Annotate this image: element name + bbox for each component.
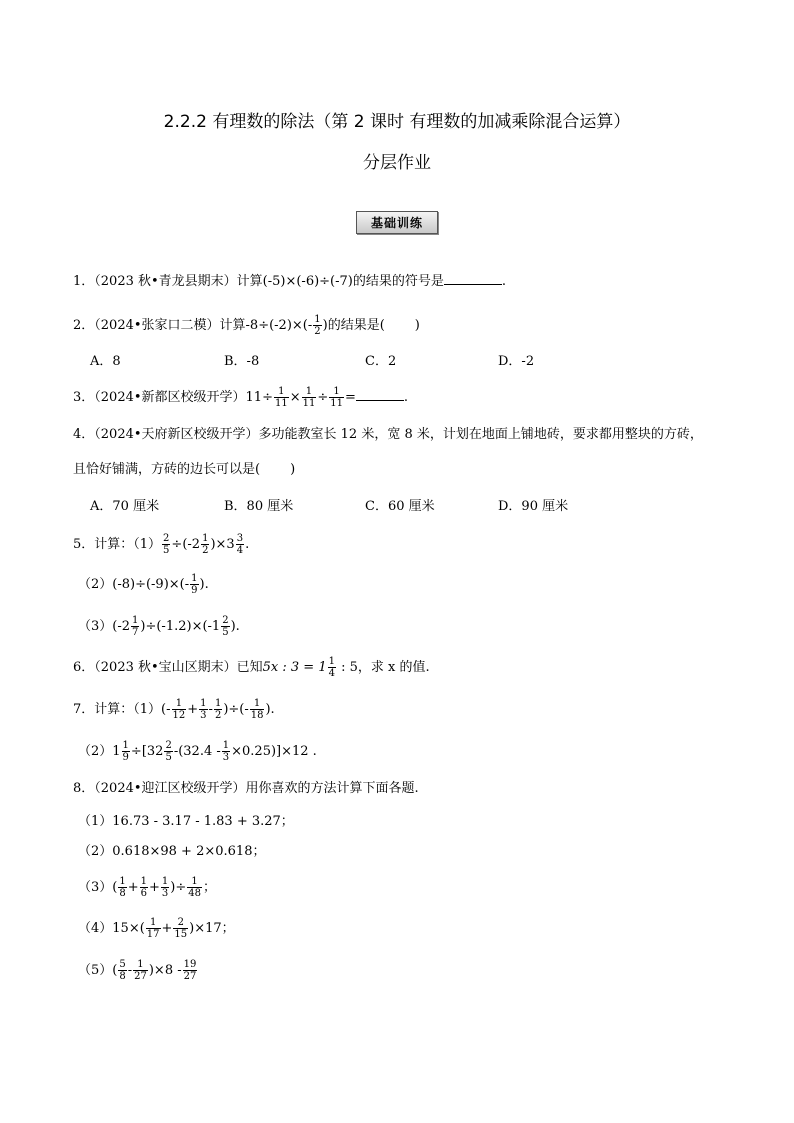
fraction: $\frac{1}{3}$ [161,876,169,899]
fraction: $\frac{1}{18}$ [250,698,264,721]
fraction: $\frac{1}{9}$ [191,573,198,596]
question-5-part-1: 5．计算：（1） $\frac{2}{5}$ ÷(-2 $\frac{1}{2}$ )×3 $\frac{3}{4}$ . [73,533,250,556]
page-title: 2.2.2 有理数的除法（第 2 课时 有理数的加减乘除混合运算） [163,112,631,132]
fraction: $\frac{1}{7}$ [132,615,139,638]
question-8-intro: 8．（2024•迎江区校级开学）用你喜欢的方法计算下面各题. [73,781,419,796]
section-badge: 基础训练 [356,211,438,234]
option-d[interactable]: D．-2 [498,354,535,369]
fraction: $\frac{1}{4}$ [328,656,335,679]
fraction: $\frac{3}{4}$ [236,533,244,556]
option-b[interactable]: B．-8 [224,354,260,369]
question-6: 6．（2023 秋•宝山区期末）已知5x : 3 = 1 $\frac{1}{4}$ : 5，求 x 的值. [73,656,430,679]
fraction: $\frac{1}{2}$ [202,533,209,556]
fraction: $\frac{1}{11}$ [302,386,316,409]
answer-blank[interactable] [444,272,502,285]
question-8-part-2: （2）0.618×98 + 2×0.618； [78,844,266,859]
fraction: $\frac{1}{9}$ [122,740,129,763]
fraction: $\frac{1}{48}$ [188,876,201,899]
fraction: $\frac{1}{8}$ [119,876,126,899]
fraction: $\frac{1}{17}$ [146,917,160,940]
fraction: $\frac{2}{5}$ [222,615,229,638]
option-d[interactable]: D．90 厘米 [498,499,569,514]
fraction: $\frac{1}{11}$ [274,386,288,409]
fraction: $\frac{19}{27}$ [183,959,197,982]
fraction: $\frac{2}{5}$ [163,533,170,556]
question-8-part-5: （5）( $\frac{5}{8}$ - $\frac{1}{27}$ )×8 - $\frac{19}{27}$ [78,959,197,982]
option-c[interactable]: C．2 [365,354,397,369]
option-a[interactable]: A．70 厘米 [90,499,160,514]
fraction: $\frac{1}{2}$ [214,698,222,721]
fraction: $\frac{1}{2}$ [314,314,321,337]
fraction: $\frac{1}{12}$ [172,698,186,721]
fraction: $\frac{1}{3}$ [200,698,207,721]
question-8-part-1: （1）16.73 - 3.17 - 1.83 + 3.27； [78,814,294,829]
question-4-line-1: 4．（2024•天府新区校级开学）多功能教室长 12 米，宽 8 米，计划在地面上铺地砖，要求都用整块的方砖， [73,427,703,442]
fraction: $\frac{1}{27}$ [134,959,147,982]
fraction: $\frac{2}{5}$ [165,740,172,763]
question-5-part-2: （2）(-8)÷(-9)×(- $\frac{1}{9}$ ). [78,573,209,596]
question-8-part-3: （3）( $\frac{1}{8}$ + $\frac{1}{6}$ + $\frac{1}{3}$ )÷ $\frac{1}{48}$ ； [78,876,216,899]
question-2: 2．（2024•张家口二模）计算-8÷(-2)×(- $\frac{1}{2}$ )的结果是( ) [73,314,420,337]
fraction: $\frac{5}{8}$ [119,959,126,982]
question-4-line-2: 且恰好铺满，方砖的边长可以是( ) [73,462,296,477]
answer-blank[interactable] [356,388,404,401]
option-a[interactable]: A．8 [90,354,121,369]
question-8-part-4: （4）15×( $\frac{1}{17}$ + $\frac{2}{15}$ )×17； [78,917,235,940]
question-7-part-1: 7．计算：（1）(- $\frac{1}{12}$ + $\frac{1}{3}$ - $\frac{1}{2}$ )÷(- $\frac{1}{18}$ ). [73,698,275,721]
option-b[interactable]: B．80 厘米 [224,499,294,514]
fraction: $\frac{1}{3}$ [222,740,230,763]
fraction: $\frac{1}{6}$ [140,876,147,899]
option-c[interactable]: C．60 厘米 [365,499,435,514]
question-3: 3．（2024•新都区校级开学）11÷ $\frac{1}{11}$ × $\frac{1}{11}$ ÷ $\frac{1}{11}$ = . [73,386,409,409]
page-subtitle: 分层作业 [363,153,431,173]
question-7-part-2: （2）1 $\frac{1}{9}$ ÷[32 $\frac{2}{5}$ -(32.4 - $\frac{1}{3}$ ×0.25)]×12 . [78,740,317,763]
fraction: $\frac{2}{15}$ [174,917,188,940]
fraction: $\frac{1}{11}$ [330,386,343,409]
question-1: 1．（2023 秋•青龙县期末）计算(-5)×(-6)÷(-7)的结果的符号是 . [73,274,507,289]
question-5-part-3: （3）(-2 $\frac{1}{7}$ )÷(-1.2)×(-1 $\frac{2}{5}$ ). [78,615,240,638]
